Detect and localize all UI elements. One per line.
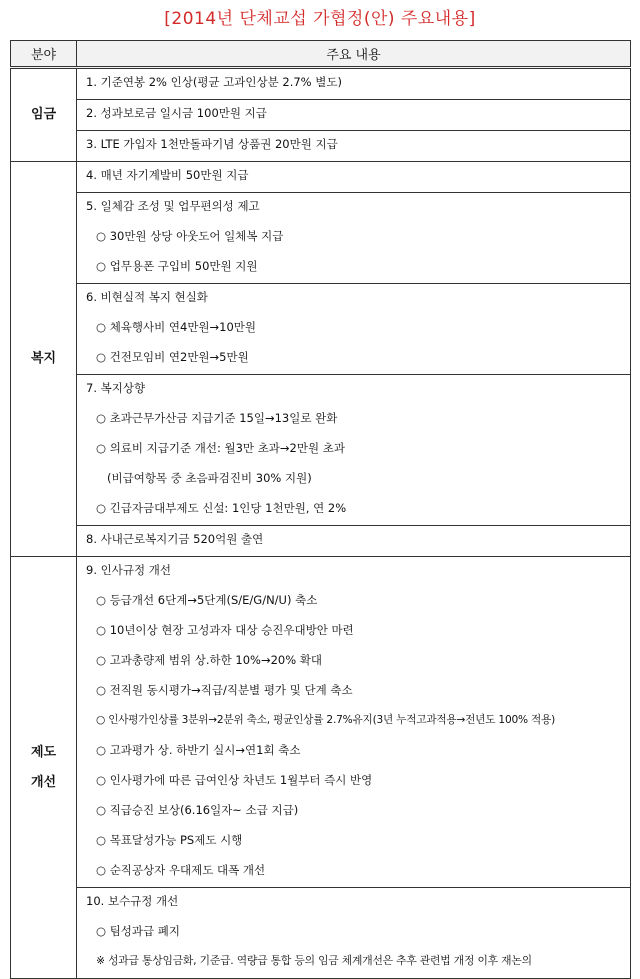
wage-item-3: 3. LTE 가입자 1천만돌파기념 상품권 20만원 지급 bbox=[77, 131, 631, 162]
list-item: ○ 건전모임비 연2만원→5만원 bbox=[96, 350, 249, 364]
agreement-table bbox=[10, 40, 631, 979]
welfare-item-5 bbox=[77, 193, 631, 284]
item-head: 4. 매년 자기계발비 50만원 지급 bbox=[86, 168, 249, 182]
wage-row-3 bbox=[11, 131, 631, 162]
list-item-note: ※ 성과급 통상임금화, 기준급. 역량급 통합 등의 임금 체계개선은 추후 관련법 개정 이후 재논의 bbox=[96, 954, 532, 967]
welfare-row-8 bbox=[11, 526, 631, 557]
welfare-row-6 bbox=[11, 284, 631, 375]
list-item: ○ 30만원 상당 아웃도어 일체복 지급 bbox=[96, 229, 284, 243]
header-content: 주요 내용 bbox=[77, 41, 631, 68]
list-item: ○ 순직공상자 우대제도 대폭 개선 bbox=[96, 863, 266, 877]
list-item: ○ 등급개선 6단계→5단계(S/E/G/N/U) 축소 bbox=[96, 593, 318, 607]
welfare-item-6 bbox=[77, 284, 631, 375]
list-item: ○ 체육행사비 연4만원→10만원 bbox=[96, 320, 257, 334]
item-head: 6. 비현실적 복지 현실화 bbox=[86, 290, 208, 304]
list-item: ○ 긴급자금대부제도 신설: 1인당 1천만원, 연 2% bbox=[96, 501, 347, 515]
welfare-row-7 bbox=[11, 375, 631, 526]
system-row-10 bbox=[11, 888, 631, 979]
item-head: 7. 복지상향 bbox=[86, 381, 146, 395]
welfare-item-4 bbox=[77, 162, 631, 193]
list-item: ○ 인사평가인상률 3분위→2분위 축소, 평균인상률 2.7%유지(3년 누적고과적용→전년도 100% 적용) bbox=[96, 714, 556, 726]
welfare-item-8 bbox=[77, 526, 631, 557]
category-welfare: 복지 bbox=[11, 162, 77, 557]
wage-item-1: 1. 기준연봉 2% 인상(평균 고과인상분 2.7% 별도) bbox=[77, 68, 631, 100]
list-item: ○ 업무용폰 구입비 50만원 지원 bbox=[96, 259, 258, 273]
welfare-row-5 bbox=[11, 193, 631, 284]
category-system-improvement: 제도 개선 bbox=[11, 557, 77, 979]
welfare-row-4 bbox=[11, 162, 631, 193]
item-head: 10. 보수규정 개선 bbox=[86, 894, 179, 908]
system-row-9 bbox=[11, 557, 631, 888]
category-wage: 임금 bbox=[11, 68, 77, 162]
system-item-9 bbox=[77, 557, 631, 888]
document-title: [2014년 단체교섭 가협정(안) 주요내용] bbox=[164, 9, 476, 29]
list-item: ○ 목표달성가능 PS제도 시행 bbox=[96, 833, 243, 847]
list-item: ○ 전직원 동시평가→직급/직분별 평가 및 단계 축소 bbox=[96, 683, 353, 697]
list-item: ○ 의료비 지급기준 개선: 월3만 초과→2만원 초과 bbox=[96, 441, 345, 455]
wage-row-1 bbox=[11, 68, 631, 100]
welfare-item-7 bbox=[77, 375, 631, 526]
item-head: 5. 일체감 조성 및 업무편의성 제고 bbox=[86, 199, 260, 213]
list-item: ○ 직급승진 보상(6.16일자~ 소급 지급) bbox=[96, 803, 299, 817]
list-item: ○ 인사평가에 따른 급여인상 차년도 1월부터 즉시 반영 bbox=[96, 773, 373, 787]
list-item: ○ 10년이상 현장 고성과자 대상 승진우대방안 마련 bbox=[96, 623, 354, 637]
item-head: 9. 인사규정 개선 bbox=[86, 563, 171, 577]
header-category: 분야 bbox=[11, 41, 77, 68]
list-item: ○ 팀성과급 폐지 bbox=[96, 924, 180, 938]
list-item: ○ 고과평가 상. 하반기 실시→연1회 축소 bbox=[96, 743, 301, 757]
list-item: ○ 고과총량제 범위 상.하한 10%→20% 확대 bbox=[96, 653, 323, 667]
list-item: ○ 초과근무가산금 지급기준 15일→13일로 완화 bbox=[96, 411, 338, 425]
list-item-note: (비급여항목 중 초음파검진비 30% 지원) bbox=[107, 471, 312, 485]
system-item-10 bbox=[77, 888, 631, 979]
wage-row-2 bbox=[11, 100, 631, 131]
wage-item-2: 2. 성과보로금 일시금 100만원 지급 bbox=[77, 100, 631, 131]
item-head: 8. 사내근로복지기금 520억원 출연 bbox=[86, 532, 264, 546]
table-header-row bbox=[11, 41, 631, 68]
